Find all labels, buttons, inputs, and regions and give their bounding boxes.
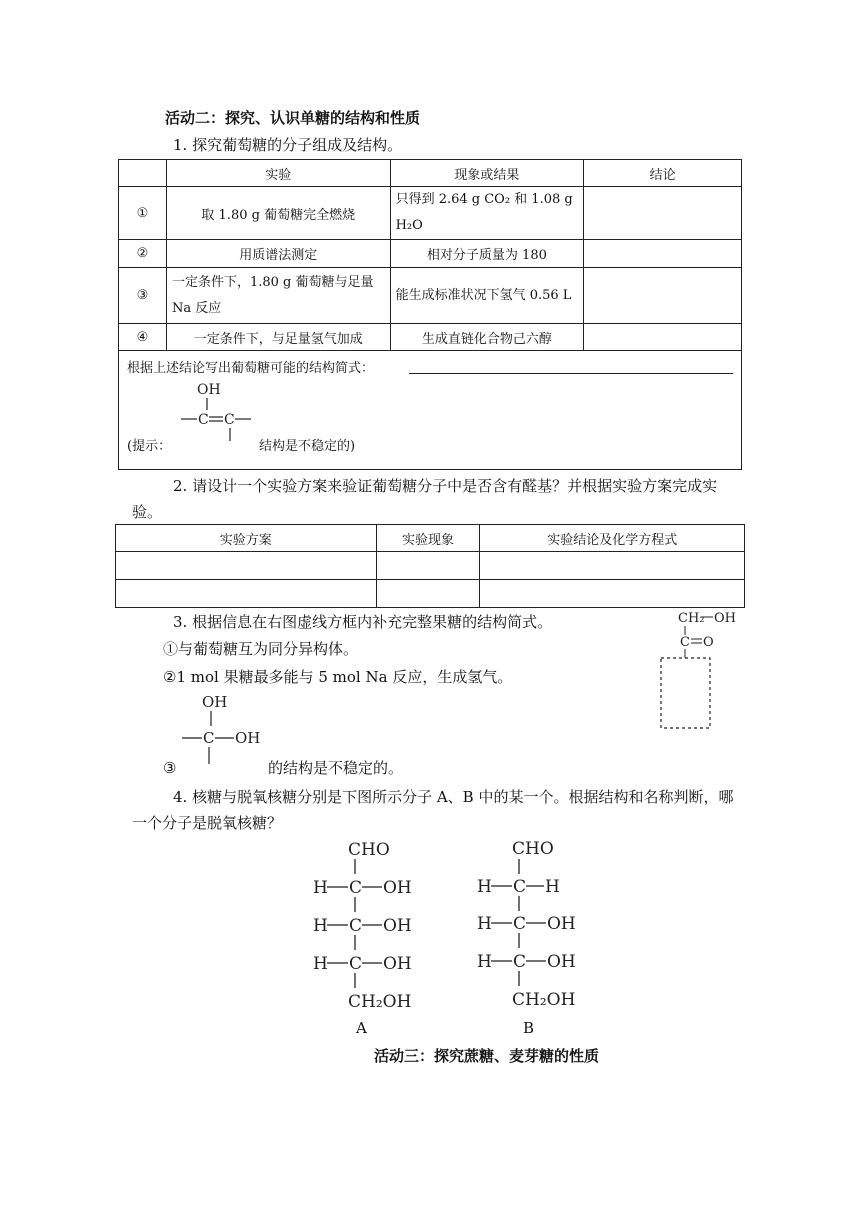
result-cell: 生成直链化合物己六醇: [390, 324, 584, 351]
svg-text:H: H: [313, 954, 328, 974]
aldehyde-test-table: [115, 524, 745, 608]
row-number: ①: [119, 187, 167, 240]
svg-text:H: H: [477, 914, 492, 934]
result-cell: 相对分子质量为 180: [390, 240, 584, 268]
svg-text:H: H: [477, 952, 492, 972]
svg-text:OH: OH: [547, 914, 576, 934]
svg-text:C: C: [203, 729, 215, 747]
plan-cell[interactable]: [116, 580, 377, 608]
phenomenon-cell[interactable]: [376, 552, 480, 580]
row-number: ③: [119, 268, 167, 324]
svg-text:OH: OH: [714, 611, 736, 626]
table-row: [119, 240, 742, 268]
question-2: 2. 请设计一个实验方案来验证葡萄糖分子中是否含有醛基？并根据实验方案完成实验。: [132, 477, 718, 521]
svg-text:O: O: [703, 635, 714, 650]
col-header-plan: 实验方案: [116, 525, 377, 552]
question-3: 3. 根据信息在右图虚线方框内补充完整果糖的结构简式。: [173, 613, 553, 631]
svg-text:C: C: [349, 916, 363, 936]
row-number: ④: [119, 324, 167, 351]
plan-cell[interactable]: [116, 552, 377, 580]
gem-diol-structure-icon: [178, 690, 278, 774]
q3-item-3-number: ③: [163, 759, 177, 777]
table-header-row: [116, 525, 745, 552]
svg-text:OH: OH: [197, 382, 221, 398]
svg-text:CH₂OH: CH₂OH: [512, 990, 576, 1010]
result-cell: 能生成标准状况下氢气 0.56 L: [390, 268, 584, 324]
table-row: [119, 324, 742, 351]
svg-text:C: C: [349, 878, 363, 898]
experiment-cell: 用质谱法测定: [166, 240, 390, 268]
conclusion-cell: [584, 268, 742, 324]
svg-text:C: C: [680, 635, 690, 650]
table-row: [119, 187, 742, 240]
svg-text:OH: OH: [202, 693, 228, 711]
molecule-b-label: B: [523, 1019, 535, 1037]
enol-structure-icon: [179, 379, 259, 455]
conclusion-cell: [584, 187, 742, 240]
svg-text:OH: OH: [383, 878, 412, 898]
col-header-equation: 实验结论及化学方程式: [480, 525, 745, 552]
fructose-partial-structure-icon: [652, 604, 752, 734]
glucose-experiment-table: [118, 159, 742, 470]
svg-text:OH: OH: [547, 952, 576, 972]
col-header-experiment: 实验: [166, 160, 390, 187]
svg-text:OH: OH: [383, 916, 412, 936]
svg-text:H: H: [545, 877, 560, 897]
hint-prefix: (提示：: [127, 439, 172, 454]
activity2-title: 活动二：探究、认识单糖的结构和性质: [165, 109, 421, 127]
svg-text:C: C: [224, 412, 235, 428]
table-row: [116, 580, 745, 608]
row-number: ②: [119, 240, 167, 268]
result-cell: 只得到 2.64 g CO₂ 和 1.08 g H₂O: [390, 187, 584, 240]
activity3-title: 活动三：探究蔗糖、麦芽糖的性质: [374, 1047, 600, 1065]
svg-text:H: H: [477, 877, 492, 897]
molecule-a-structure-icon: [310, 832, 440, 1014]
svg-text:C: C: [513, 877, 527, 897]
svg-text:CHO: CHO: [512, 839, 554, 859]
hint-suffix: 结构是不稳定的): [259, 439, 356, 454]
svg-text:CH₂: CH₂: [678, 611, 705, 626]
table-footer-row: [119, 351, 742, 470]
question-1: 1. 探究葡萄糖的分子组成及结构。: [173, 136, 403, 154]
equation-cell[interactable]: [480, 552, 745, 580]
col-header-phenomenon: 实验现象: [376, 525, 480, 552]
q3-item-3-text: 的结构是不稳定的。: [268, 759, 404, 777]
structure-prompt: 根据上述结论写出葡萄糖可能的结构简式：: [127, 361, 375, 376]
experiment-cell: 取 1.80 g 葡萄糖完全燃烧: [166, 187, 390, 240]
svg-text:C: C: [198, 412, 209, 428]
phenomenon-cell[interactable]: [376, 580, 480, 608]
col-header-result: 现象或结果: [390, 160, 584, 187]
svg-text:C: C: [513, 914, 527, 934]
experiment-cell: 一定条件下，1.80 g 葡萄糖与足量 Na 反应: [166, 268, 390, 324]
svg-text:C: C: [513, 952, 527, 972]
q3-item-2: ②1 mol 果糖最多能与 5 mol Na 反应，生成氢气。: [163, 668, 513, 686]
question-4: 4. 核糖与脱氧核糖分别是下图所示分子 A、B 中的某一个。根据结构和名称判断，哪一个分子是脱氧核糖？: [132, 788, 734, 832]
answer-blank-line[interactable]: [409, 373, 733, 374]
svg-text:CH₂OH: CH₂OH: [348, 992, 412, 1012]
table-row: [116, 552, 745, 580]
q3-item-1: ①与葡萄糖互为同分异构体。: [163, 640, 359, 658]
svg-text:CHO: CHO: [348, 840, 390, 860]
svg-text:H: H: [313, 878, 328, 898]
conclusion-cell: [584, 324, 742, 351]
svg-text:C: C: [349, 954, 363, 974]
conclusion-cell: [584, 240, 742, 268]
molecule-a-label: A: [356, 1019, 367, 1037]
svg-text:OH: OH: [235, 729, 261, 747]
experiment-cell: 一定条件下，与足量氢气加成: [166, 324, 390, 351]
table-row: [119, 268, 742, 324]
svg-text:H: H: [313, 916, 328, 936]
col-header-conclusion: 结论: [584, 160, 742, 187]
table-header-row: [119, 160, 742, 187]
molecule-b-structure-icon: [474, 832, 604, 1014]
svg-text:OH: OH: [383, 954, 412, 974]
